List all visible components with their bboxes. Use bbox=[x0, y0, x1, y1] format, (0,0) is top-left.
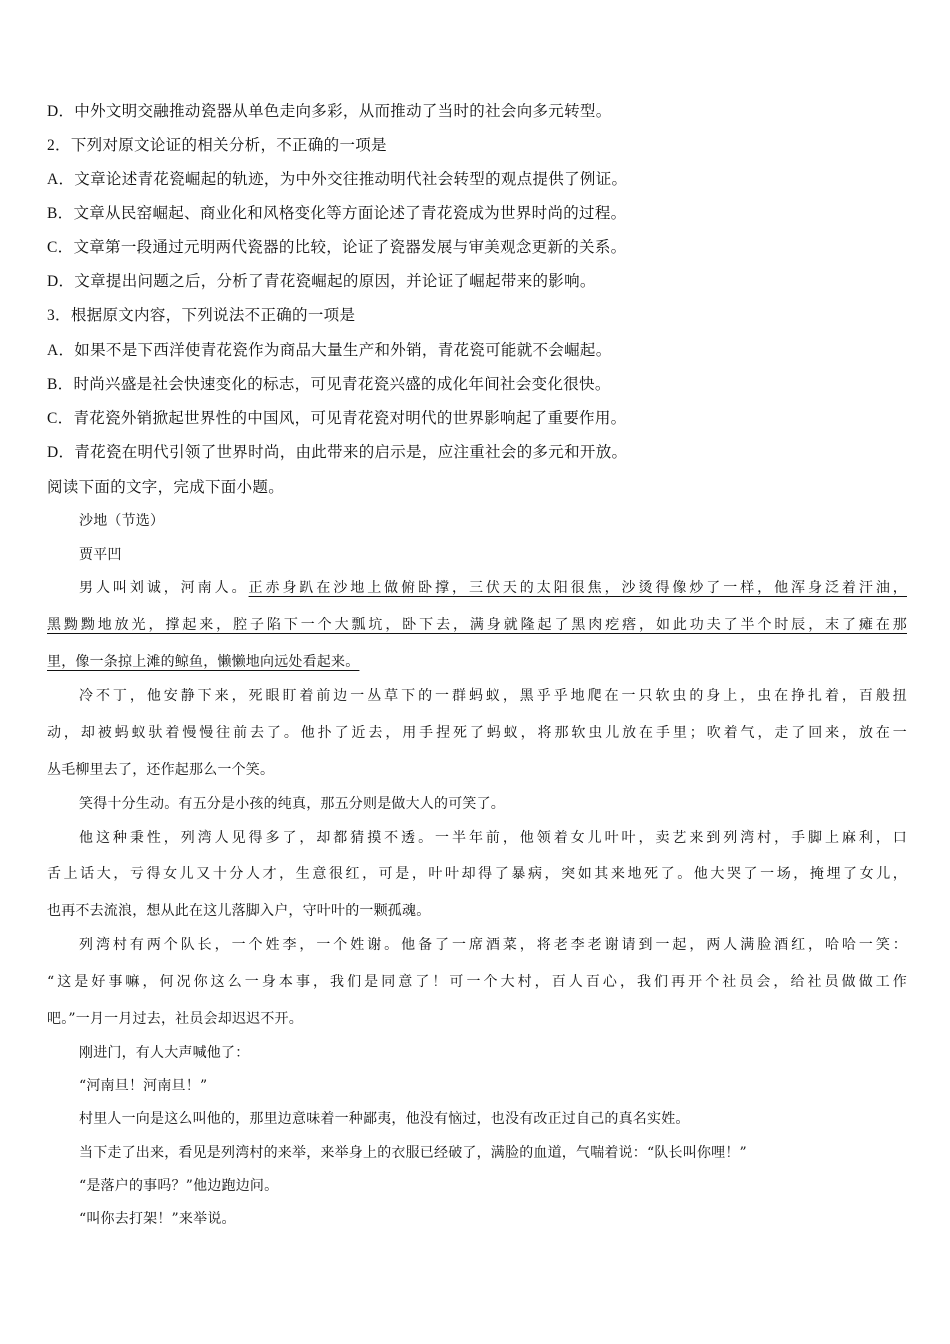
paragraph-8: 村里人一向是这么叫他的，那里边意味着一种鄙夷，他没有恼过，也没有改正过自己的真名实姓。 bbox=[79, 1111, 690, 1127]
paragraph-4-line-1: 他这种秉性，列湾人见得多了，却都猜摸不透。一半年前，他领着女儿叶叶，卖艺来到列湾村，手脚上麻利，口 bbox=[79, 830, 907, 846]
paragraph-1-line-3: 里，像一条掠上滩的鲸鱼，懒懒地向远处看起来。 bbox=[47, 654, 360, 670]
q3-option-a: A．如果不是下西洋使青花瓷作为商品大量生产和外销，青花瓷可能就不会崛起。 bbox=[47, 342, 612, 359]
paragraph-1-lead: 男人叫刘诚，河南人。 bbox=[79, 580, 249, 596]
paragraph-5-line-2: “这是好事嘛，何况你这么一身本事，我们是同意了！可一个大村，百人百心，我们再开个社员会，给社员做做工作 bbox=[47, 974, 907, 990]
q3-option-b: B．时尚兴盛是社会快速变化的标志，可见青花瓷兴盛的成化年间社会变化很快。 bbox=[47, 376, 611, 393]
paragraph-6: 刚进门，有人大声喊他了： bbox=[79, 1045, 250, 1061]
q2-option-a: A．文章论述青花瓷崛起的轨迹，为中外交往推动明代社会转型的观点提供了例证。 bbox=[47, 171, 628, 188]
paragraph-9: 当下走了出来，看见是列湾村的来举，来举身上的衣服已经破了，满脸的血道，气喘着说：“队长叫你哩！” bbox=[79, 1145, 747, 1161]
reading-instruction: 阅读下面的文字，完成下面小题。 bbox=[47, 479, 285, 496]
q2-option-b: B．文章从民窑崛起、商业化和风格变化等方面论述了青花瓷成为世界时尚的过程。 bbox=[47, 205, 627, 222]
paragraph-5-line-3: 吧。”一月一月过去，社员会却迟迟不开。 bbox=[47, 1011, 303, 1027]
paragraph-5-line-1: 列湾村有两个队长，一个姓李，一个姓谢。他备了一席酒菜，将老李老谢请到一起，两人满脸酒红，哈哈一笑： bbox=[79, 937, 907, 953]
q2-option-d: D．文章提出问题之后，分析了青花瓷崛起的原因，并论证了崛起带来的影响。 bbox=[47, 273, 596, 290]
q3-stem: 3．根据原文内容，下列说法不正确的一项是 bbox=[47, 307, 356, 324]
q2-stem: 2．下列对原文论证的相关分析，不正确的一项是 bbox=[47, 137, 387, 154]
q2-option-c: C．文章第一段通过元明两代瓷器的比较，论证了瓷器发展与审美观念更新的关系。 bbox=[47, 239, 627, 256]
q3-option-d: D．青花瓷在明代引领了世界时尚，由此带来的启示是，应注重社会的多元和开放。 bbox=[47, 444, 628, 461]
paragraph-1-line-2: 黑黝黝地放光，撑起来，腔子陷下一个大瓢坑，卧下去，满身就隆起了黑肉疙瘩，如此功夫了半个时辰，末了瘫在那 bbox=[47, 617, 907, 633]
paragraph-2-line-2: 动，却被蚂蚁驮着慢慢往前去了。他扑了近去，用手捏死了蚂蚁，将那软虫儿放在手里；吹着气，走了回来，放在一 bbox=[47, 725, 907, 741]
paragraph-7: “河南旦！河南旦！” bbox=[79, 1078, 208, 1094]
paragraph-3: 笑得十分生动。有五分是小孩的纯真，那五分则是做大人的可笑了。 bbox=[79, 796, 505, 812]
story-author: 贾平凹 bbox=[79, 547, 122, 563]
paragraph-11: “叫你去打架！”来举说。 bbox=[79, 1211, 236, 1227]
q1-option-d: D．中外文明交融推动瓷器从单色走向多彩，从而推动了当时的社会向多元转型。 bbox=[47, 103, 612, 120]
paragraph-2-line-3: 丛毛柳里去了，还作起那么一个笑。 bbox=[47, 762, 275, 778]
q3-option-c: C．青花瓷外销掀起世界性的中国风，可见青花瓷对明代的世界影响起了重要作用。 bbox=[47, 410, 627, 427]
paragraph-1-line-1 bbox=[79, 578, 907, 598]
story-title: 沙地（节选） bbox=[79, 513, 165, 529]
paragraph-2-line-1: 冷不丁，他安静下来，死眼盯着前边一丛草下的一群蚂蚁，黑乎乎地爬在一只软虫的身上，虫在挣扎着，百般扭 bbox=[79, 688, 907, 704]
paragraph-10: “是落户的事吗？”他边跑边问。 bbox=[79, 1178, 279, 1194]
paragraph-4-line-3: 也再不去流浪，想从此在这儿落脚入户，守叶叶的一颗孤魂。 bbox=[47, 903, 431, 919]
paragraph-4-line-2: 舌上话大，亏得女儿又十分人才，生意很红，可是，叶叶却得了暴病，突如其来地死了。他大哭了一场，掩埋了女儿， bbox=[47, 866, 907, 882]
underlined-passage: 正赤身趴在沙地上做俯卧撑，三伏天的太阳很焦，沙烫得像炒了一样，他浑身泛着汗油， bbox=[248, 580, 907, 596]
